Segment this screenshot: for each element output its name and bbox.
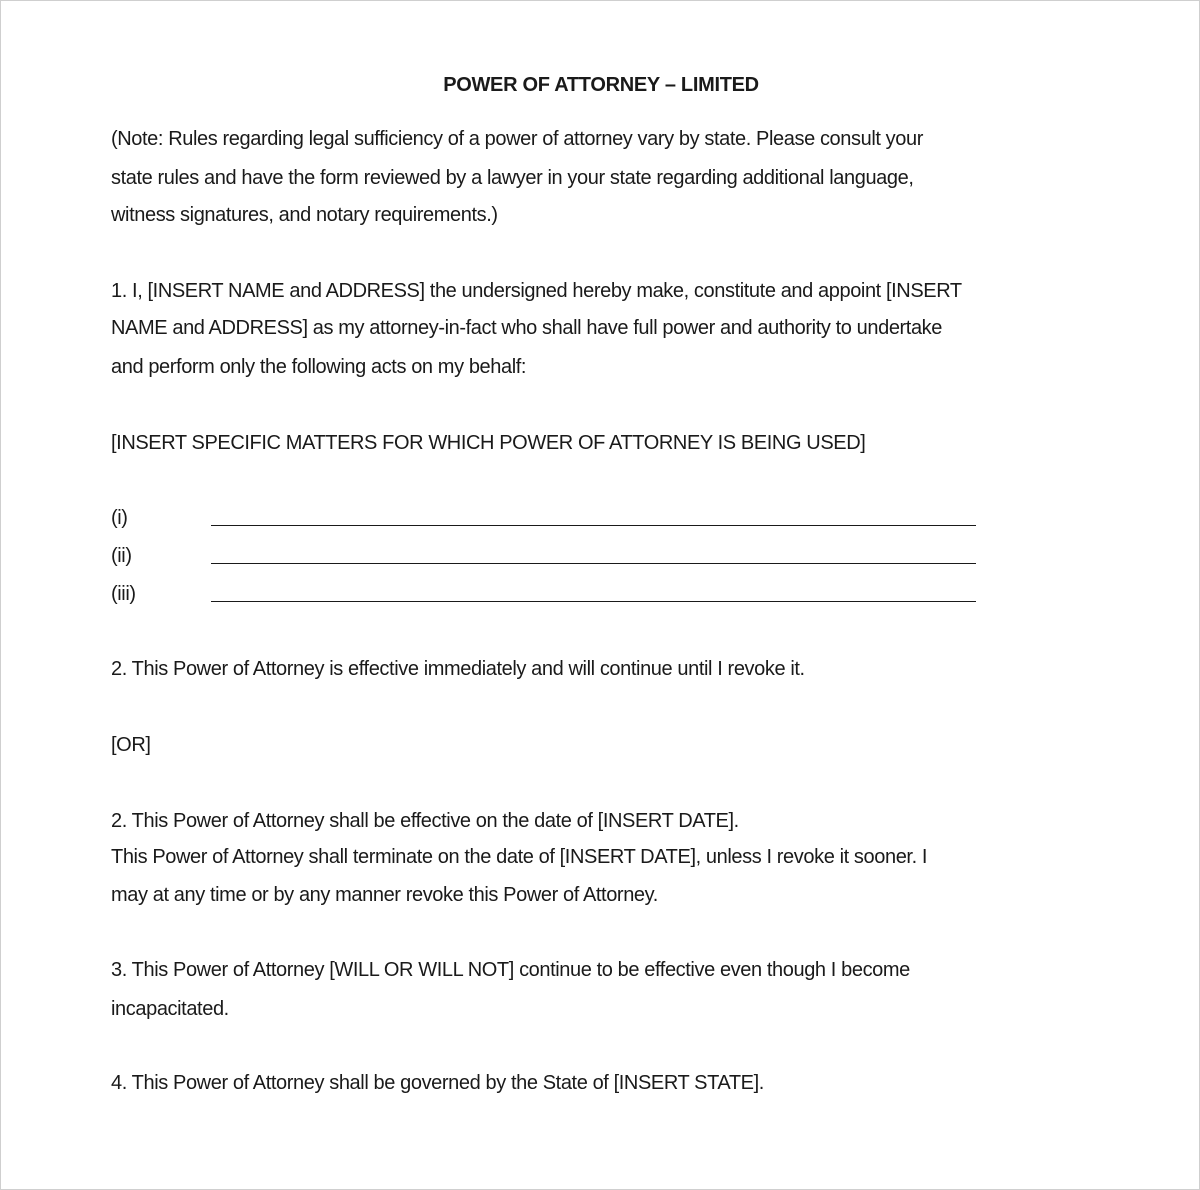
note-line-2: state rules and have the form reviewed by a lawyer in your state regarding additional language, bbox=[111, 167, 914, 189]
para3-line-2: incapacitated. bbox=[111, 998, 229, 1020]
para1-line-3: and perform only the following acts on my behalf: bbox=[111, 356, 527, 378]
para1-line-2: NAME and ADDRESS] as my attorney-in-fact who shall have full power and authority to undertake bbox=[111, 317, 943, 339]
para2-dated-line-3: may at any time or by any manner revoke this Power of Attorney. bbox=[111, 884, 658, 906]
blank-item-3 bbox=[111, 582, 981, 606]
blank-fill-line bbox=[211, 601, 976, 602]
blank-item-label: (i) bbox=[111, 507, 128, 529]
para1-line-1: 1. I, [INSERT NAME and ADDRESS] the undersigned hereby make, constitute and appoint [INSERT bbox=[111, 280, 962, 302]
blank-item-2 bbox=[111, 544, 981, 568]
blank-item-label: (iii) bbox=[111, 583, 136, 605]
para4: 4. This Power of Attorney shall be governed by the State of [INSERT STATE]. bbox=[111, 1072, 764, 1094]
blank-fill-line bbox=[211, 525, 976, 526]
document-title: POWER OF ATTORNEY – LIMITED bbox=[443, 74, 759, 96]
para2-dated-line-1: 2. This Power of Attorney shall be effective on the date of [INSERT DATE]. bbox=[111, 810, 739, 832]
note-line-1: (Note: Rules regarding legal sufficiency of a power of attorney vary by state. Please consult your bbox=[111, 128, 923, 150]
para3-line-1: 3. This Power of Attorney [WILL OR WILL NOT] continue to be effective even though I become bbox=[111, 959, 910, 981]
specific-matters: [INSERT SPECIFIC MATTERS FOR WHICH POWER OF ATTORNEY IS BEING USED] bbox=[111, 432, 866, 454]
blank-item-label: (ii) bbox=[111, 545, 132, 567]
or-separator: [OR] bbox=[111, 734, 151, 756]
blank-item-1 bbox=[111, 506, 981, 530]
para2-dated-line-2: This Power of Attorney shall terminate on the date of [INSERT DATE], unless I revoke it sooner. I bbox=[111, 846, 928, 868]
note-line-3: witness signatures, and notary requirements.) bbox=[111, 204, 498, 226]
para2-immediate: 2. This Power of Attorney is effective immediately and will continue until I revoke it. bbox=[111, 658, 805, 680]
blank-fill-line bbox=[211, 563, 976, 564]
